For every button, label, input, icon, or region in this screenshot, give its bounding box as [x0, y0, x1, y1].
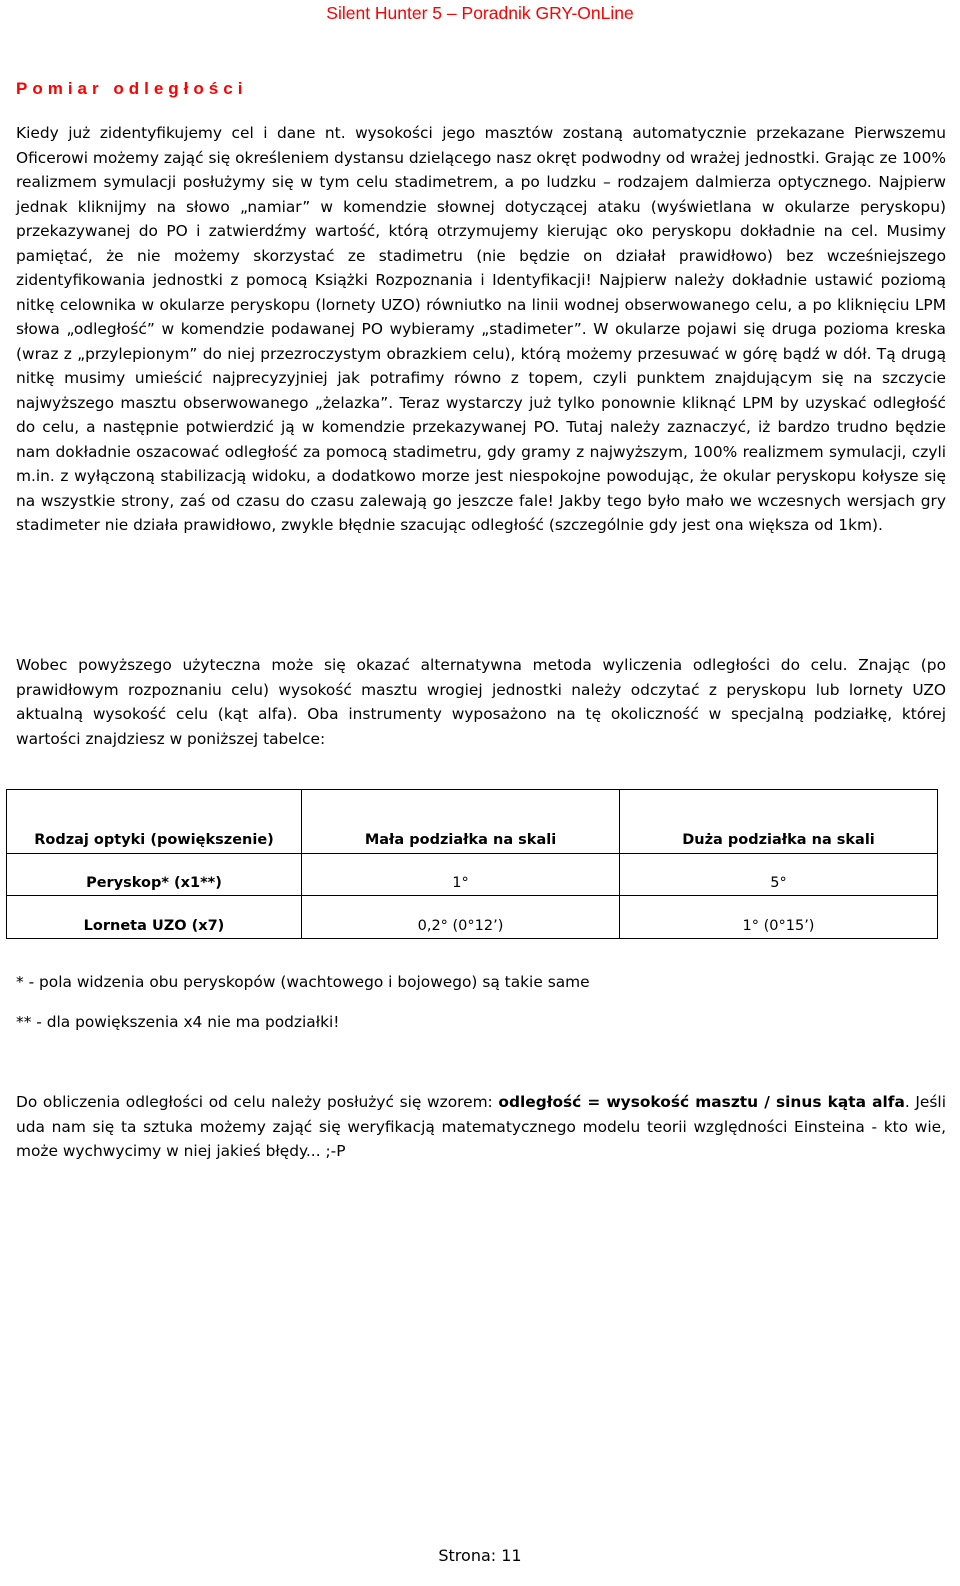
table-header-cell: Rodzaj optyki (powiększenie) — [7, 790, 302, 854]
footnote-periscopes: * - pola widzenia obu peryskopów (wachtowego i bojowego) są takie same — [16, 973, 590, 991]
formula-intro: Do obliczenia odległości od celu należy posłużyć się wzorem: — [16, 1093, 499, 1111]
formula-text: odległość = wysokość masztu / sinus kąta alfa — [498, 1093, 905, 1111]
header-dash: – — [442, 3, 462, 23]
optics-scale-table — [6, 789, 938, 939]
table-header-cell: Duża podziałka na skali — [620, 790, 938, 854]
table-cell: 1° (0°15’) — [620, 896, 938, 939]
table-cell: 5° — [620, 854, 938, 896]
footnote-magnification: ** - dla powiększenia x4 nie ma podziałki! — [16, 1013, 340, 1031]
table-cell: Peryskop* (x1**) — [7, 854, 302, 896]
paragraph-formula — [16, 1090, 946, 1164]
table-row — [7, 896, 938, 939]
header-game-title: Silent Hunter 5 — [326, 3, 443, 23]
table-cell: Lorneta UZO (x7) — [7, 896, 302, 939]
header-guide: Poradnik — [461, 3, 536, 23]
formula-outro: . Jeśli uda nam się ta sztuka możemy zająć się weryfikacją matematycznego modelu teorii względności Einsteina - kto wie, może wychwycimy w niej jakieś błędy... ;-P — [16, 1093, 946, 1160]
table-header-cell: Mała podziałka na skali — [302, 790, 620, 854]
header-brand: GRY-OnLine — [535, 3, 634, 23]
table-header-row — [7, 790, 938, 854]
paragraph-stadimeter: Kiedy już zidentyfikujemy cel i dane nt. wysokości jego masztów zostaną automatycznie przekazane Pierwszemu Oficerowi możemy zająć się określeniem dystansu dzielącego nasz okręt podwodny od wrażej jednostki. Grając ze 100% realizmem symulacji posłużymy się w tym celu stadimetrem, a po ludzku – rodzajem dalmierza optycznego. Najpierw jednak kliknijmy na słowo „namiar” w komendzie słownej dotyczącej ataku (wyświetlana w okularze peryskopu) przekazywanej do PO i zatwierdźmy wartość, którą otrzymujemy kierując oko peryskopu dokładnie na cel. Musimy pamiętać, że nie możemy skorzystać ze stadimetru (nie będzie on działał prawidłowo) bez wcześniejszego zidentyfikowania jednostki z pomocą Książki Rozpoznania i Identyfikacji! Najpierw należy dokładnie ustawić poziomą nitkę celownika w okularze peryskopu (lornety UZO) równiutko na linii wodnej obserwowanego celu, a po kliknięciu LPM słowa „odległość” w komendzie podawanej PO wybieramy „stadimeter”. W okularze pojawi się druga pozioma kreska (wraz z „przylepionym” do niej przezroczystym obrazkiem celu), którą możemy przesuwać w górę bądź w dół. Tą drugą nitkę musimy umieścić najprecyzyjniej jak potrafimy równo z topem, czyli punktem znajdującym się na szczycie najwyższego masztu obserwowanego „żelazka”. Teraz wystarczy już tylko ponownie kliknąć LPM by uzyskać odległość do celu, a następnie potwierdzić ją w komendzie przekazywanej PO. Tutaj należy zaznaczyć, iż bardzo trudno będzie nam dokładnie oszacować odległość za pomocą stadimetru, gdy gramy z najwyższym, 100% realizmem symulacji, czyli m.in. z wyłączoną stabilizacją widoku, a dodatkowo morze jest niespokojne powodując, że okular peryskopu kołysze się na wszystkie strony, zaś od czasu do czasu zalewają go jeszcze fale! Jakby tego było mało we wczesnych wersjach gry stadimeter nie działa prawidłowo, zwykle błędnie szacując odległość (szczególnie gdy jest ona większa od 1km). — [16, 124, 946, 534]
table-cell: 0,2° (0°12’) — [302, 896, 620, 939]
paragraph-alternative-method: Wobec powyższego użyteczna może się okazać alternatywna metoda wyliczenia odległości do celu. Znając (po prawidłowym rozpoznaniu celu) wysokość masztu wrogiej jednostki należy odczytać z peryskopu lub lornety UZO aktualną wysokość celu (kąt alfa). Oba instrumenty wyposażono na tę okoliczność w specjalną podziałkę, której wartości znajdziesz w poniższej tabelce: — [16, 656, 946, 748]
section-title: Pomiar odległości — [16, 79, 248, 98]
table-row — [7, 854, 938, 896]
page-number: Strona: 11 — [438, 1546, 522, 1565]
page-header — [0, 0, 960, 26]
table-cell: 1° — [302, 854, 620, 896]
